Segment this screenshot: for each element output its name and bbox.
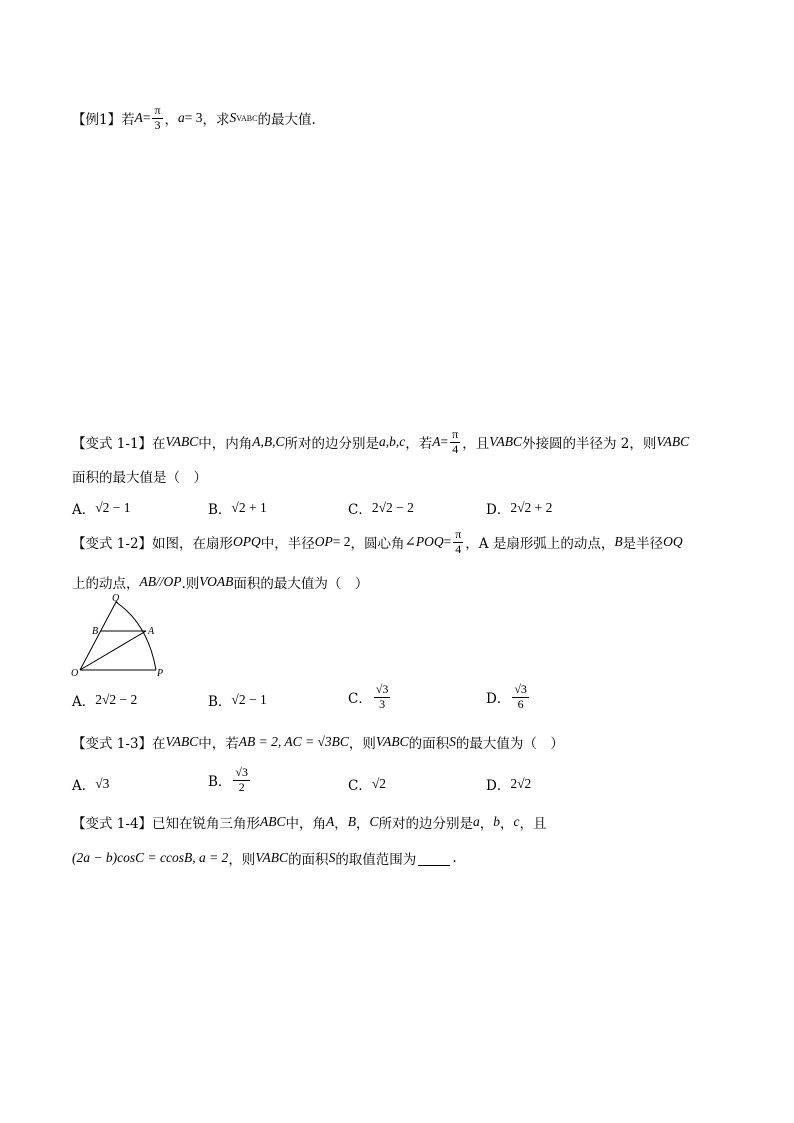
v13-option-c[interactable]: C． √2 xyxy=(348,776,387,794)
variant-1-3-tag: 【变式 1-3】 xyxy=(72,736,153,752)
v13-option-b[interactable]: B． $\frac{√3}{2}$ xyxy=(208,765,249,794)
v11-option-d[interactable]: D． 2√2 + 2 xyxy=(486,500,553,518)
answer-blank[interactable] xyxy=(418,851,450,866)
fraction-pi-4: $\frac{\pi}{4}$ xyxy=(452,427,459,456)
variant-1-2-tag: 【变式 1-2】 xyxy=(72,536,153,553)
label-b: B xyxy=(92,626,99,637)
variant-1-2-line: 【变式 1-2】 如图，在扇形 OPQ 中，半径 OP = 2 ，圆心角 ∠POQ = $\frac{\pi}{4}$ ，A 是扇形弧上的动点， B 是半径 OQ xyxy=(72,527,683,556)
variant-1-1-tag: 【变式 1-1】 xyxy=(72,436,153,453)
label-p: P xyxy=(157,668,164,678)
v11-option-a[interactable]: A． √2 − 1 xyxy=(72,500,131,518)
v12-option-a[interactable]: A． 2√2 − 2 xyxy=(72,692,138,710)
variant-1-1-line-2: 面积的最大值是（ ） xyxy=(72,470,207,486)
example-1-tag: 【例1】 xyxy=(72,112,122,129)
example-1-line: 【例1】 若 A = $\frac{\pi}{3}$ ， a = 3 ，求 S VABC 的最大值. xyxy=(72,103,316,132)
label-q: Q xyxy=(112,594,120,604)
variant-1-2-line-2: 上的动点， AB//OP .则 VOAB 面积的最大值为（ ） xyxy=(72,574,369,592)
variant-1-4-line: 【变式 1-4】 已知在锐角三角形 ABC 中，角 A ， B ， C 所对的边分别是 a ， b ， c ，且 xyxy=(72,814,547,832)
label-o: O xyxy=(71,668,79,678)
v12-option-c[interactable]: C． $\frac{√3}{3}$ xyxy=(348,682,389,711)
v12-option-b[interactable]: B． √2 − 1 xyxy=(208,692,267,710)
v11-option-c[interactable]: C． 2√2 − 2 xyxy=(348,500,414,518)
sector-figure xyxy=(70,594,170,678)
fraction-pi-3: $\frac{\pi}{3}$ xyxy=(154,103,161,132)
v11-option-b[interactable]: B． √2 + 1 xyxy=(208,500,267,518)
fraction-pi-4: $\frac{\pi}{4}$ xyxy=(455,527,462,556)
label-a: A xyxy=(148,626,155,637)
variant-1-4-line-2: (2a − b)cosC = ccosB, a = 2 ，则 VABC 的面积 S 的取值范围为 . xyxy=(72,850,457,868)
variant-1-1-line: 【变式 1-1】 在 VABC 中，内角 A,B,C 所对的边分别是 a,b,c ，若 A = $\frac{\pi}{4}$ ，且 VABC 外接圆的半径为 2，则 VABC xyxy=(72,427,690,456)
v12-option-d[interactable]: D． $\frac{√3}{6}$ xyxy=(486,682,527,711)
variant-1-4-tag: 【变式 1-4】 xyxy=(72,816,153,832)
variant-1-3-line: 【变式 1-3】 在 VABC 中，若 AB = 2, AC = √3BC ，则 VABC 的面积 S 的最大值为（ ） xyxy=(72,734,564,752)
v13-option-d[interactable]: D． 2√2 xyxy=(486,776,532,794)
v13-option-a[interactable]: A． √3 xyxy=(72,776,110,794)
